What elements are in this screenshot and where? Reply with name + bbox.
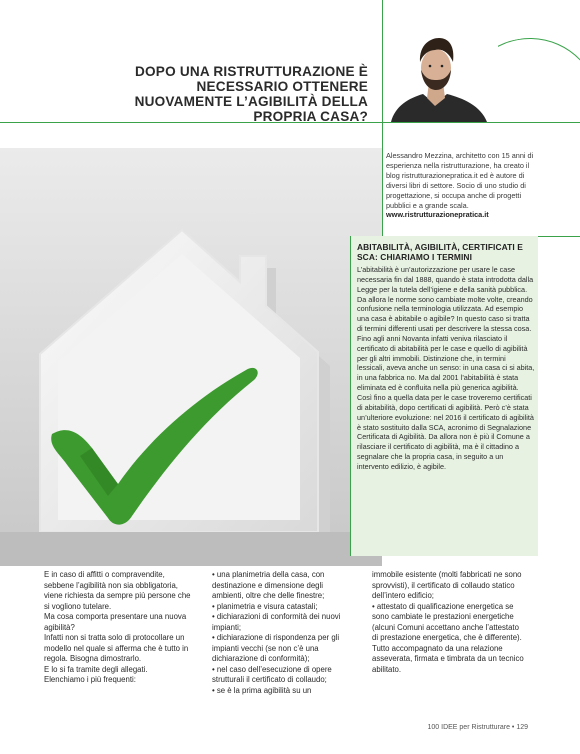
author-portrait [383, 28, 498, 122]
paragraph: E in caso di affitti o compravendite, sebbene l’agibilità non sia obbligatoria, viene richiesta da sempre più persone che si vogliono tutelare. [44, 570, 191, 611]
info-box [350, 236, 538, 556]
list-item: • dichiarazioni di conformità dei nuovi impianti; [212, 612, 341, 632]
list-item: • attestato di qualificazione energetica se sono cambiate le prestazioni energetiche (alcuni Comuni accettano anche l’attestato di prestazione energetica, che è differente). [372, 601, 522, 642]
page-headline: DOPO UNA RISTRUTTURAZIONE È NECESSARIO OTTENERE NUOVAMENTE L’AGIBILITÀ DELLA PROPRIA CASA? [134, 64, 368, 124]
hero-house-checkmark-image [0, 148, 382, 566]
article-column-2 [212, 570, 354, 696]
paragraph: Tutto accompagnato da una relazione asseverata, firmata e timbrata da un tecnico abilitato. [372, 643, 524, 674]
paragraph: E lo si fa tramite degli allegati. [44, 664, 148, 674]
list-item: • nel caso dell’esecuzione di opere strutturali il certificato di collaudo; [212, 664, 332, 684]
paragraph: Infatti non si tratta solo di protocollare un modello nel quale si afferma che è tutto in regola. Bisogna dimostrarlo. [44, 633, 189, 663]
list-item: immobile esistente (molti fabbricati ne sono sprovvisti), il certificato di collaudo statico dell’intero edificio; [372, 570, 522, 600]
article-column-1 [44, 570, 196, 686]
author-website: www.ristrutturazionepratica.it [386, 210, 489, 220]
paragraph: Ma cosa comporta presentare una nuova agibilità? [44, 612, 187, 632]
list-item: • se è la prima agibilità su un [212, 685, 312, 695]
paragraph: Elenchiamo i più frequenti: [44, 675, 136, 684]
list-item: • dichiarazione di rispondenza per gli impianti vecchi (se non c’è una dichiarazione di conformità); [212, 633, 340, 663]
list-item: • planimetria e visura catastali; [212, 601, 318, 611]
page-footer: 100 IDEE per Ristrutturare • 129 [427, 724, 528, 731]
info-box-title: ABITABILITÀ, AGIBILITÀ, CERTIFICATI E SCA: CHIARIAMO I TERMINI [357, 242, 523, 263]
article-column-3 [372, 570, 524, 675]
info-box-body: L’abitabilità è un’autorizzazione per usare le case necessaria fin dal 1888, quando è stata introdotta dalla Legge per la tutela dell’igiene e della sanità pubblica. Da allora le norme sono cambiate molte volte, creando confusione nella terminologia utilizzata. Ad esempio una casa è abitabile o agibile? In questo caso si tratta di termini differenti usati per descrivere la stessa cosa. Fino agli anni Novanta infatti veniva rilasciato il certificato di abitabilità per le case e quello di agibilità per gli altri immobili. Distinzione che, in termini lessicali, aveva anche un senso: in una casa ci si abita, in una fabbrica no. Ma dal 2001 l’abitabilità è stata eliminata ed è confluita nella più generica agibilità. Così fino a quella data per le case troveremo certificati di abitabilità, dopo certificati di agibilità. Però c’è stata un’ulteriore evoluzione: nel 2016 il certificato di agibilità è stato sostituito dalla SCA, acronimo di Segnalazione Certificata di Agibilità. Da allora non è più il Comune a rilasciare il certificato di agibilità, ma è il cittadino a segnalare che la propria casa, in seguito a un intervento edilizio, è agibile. [357, 265, 535, 471]
list-item: • una planimetria della casa, con destinazione e dimensione degli ambienti, oltre che delle finestre; [212, 570, 325, 600]
author-bio [386, 151, 536, 220]
author-bio-text: Alessandro Mezzina, architetto con 15 anni di esperienza nella ristrutturazione, ha creato il blog ristrutturazionepratica.it ed è autore di diversi libri di settore. Socio di uno studio di progettazione, si occupa anche di progetti pubblici e a grande scala. [386, 151, 534, 210]
